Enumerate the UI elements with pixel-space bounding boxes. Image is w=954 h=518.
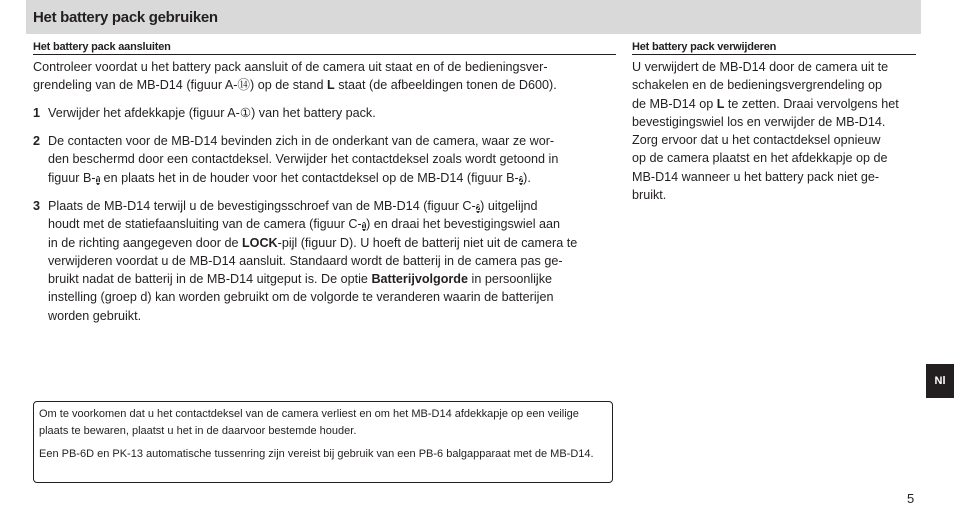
- remove-line: U verwijdert de MB-D14 door de camera uit te: [632, 60, 889, 74]
- lock-position-l: L: [716, 96, 725, 111]
- remove-line: [632, 95, 916, 113]
- step-text: figuur B-: [48, 170, 96, 185]
- step-number: 2: [33, 134, 41, 148]
- step-number: 3: [33, 199, 41, 213]
- intro-text-b: ) op de stand: [250, 78, 328, 93]
- page-title: Het battery pack gebruiken: [33, 9, 218, 26]
- remove-line: bevestigingswiel los en verwijder de MB-D14.: [632, 114, 886, 129]
- menu-option-name: Batterijvolgorde: [371, 272, 469, 287]
- step-text: ) uitgelijnd: [480, 199, 538, 213]
- step-text: ) en draai het bevestigingswiel aan: [366, 217, 561, 232]
- figure-ref: ⑭: [237, 78, 251, 93]
- step-text: Plaats de MB-D14 terwijl u de bevestigingsschroef van de MB-D14 (figuur C-: [48, 199, 476, 213]
- section-heading-remove: Het battery pack verwijderen: [632, 41, 916, 55]
- step-line: verwijderen voordat u de MB-D14 aansluit. Standaard wordt de batterij in de camera pas ge-: [48, 253, 563, 268]
- remove-line: schakelen en de bedieningsvergrendeling op: [632, 78, 882, 93]
- remove-line: op de camera plaatst en het afdekkapje op de: [632, 151, 888, 166]
- note-paragraph-2: Een PB-6D en PK-13 automatische tussenring zijn vereist bij gebruik van een PB-6 balgapparaat met de MB-D14.: [39, 447, 594, 460]
- section-heading-attach: Het battery pack aansluiten: [33, 41, 616, 55]
- step-number: 1: [33, 106, 41, 120]
- step-text: in persoonlijke: [468, 272, 553, 287]
- step-text: [48, 132, 616, 187]
- lock-position-l: L: [327, 78, 335, 93]
- lock-label: LOCK: [241, 235, 278, 250]
- step-1: [33, 104, 616, 122]
- step-line: instelling (groep d) kan worden gebruikt om de volgorde te veranderen waarin de batterijen: [48, 290, 554, 305]
- step-text: bruikt nadat de batterij in de MB-D14 uitgeput is. De optie: [48, 272, 372, 287]
- step-line: den beschermd door een contactdeksel. Verwijder het contactdeksel zoals wordt getoond in: [48, 152, 559, 167]
- step-text: [48, 197, 616, 325]
- step-text: houdt met de statiefaansluiting van de camera (figuur C-: [48, 217, 362, 232]
- step-line: worden gebruikt.: [48, 308, 142, 323]
- remove-line: Zorg ervoor dat u het contactdeksel opnieuw: [632, 133, 881, 148]
- step-line: [48, 169, 616, 187]
- remove-text: de MB-D14 op: [632, 96, 717, 111]
- callout-2-icon: 2: [518, 175, 524, 185]
- step-3: [33, 197, 616, 327]
- remove-text: te zetten. Draai vervolgens het: [724, 96, 899, 111]
- step-text: en plaats het in de houder voor het contactdeksel op de MB-D14 (figuur B-: [100, 170, 519, 185]
- step-text: [48, 104, 616, 122]
- step-line: De contacten voor de MB-D14 bevinden zich in de onderkant van de camera, waar ze wor-: [48, 134, 555, 148]
- remove-paragraph: [632, 58, 916, 204]
- intro-text-c: staat (de afbeeldingen tonen de D600).: [334, 78, 557, 93]
- intro-line-2: [33, 76, 616, 94]
- intro-line-1: Controleer voordat u het battery pack aansluit of de camera uit staat en of de bedieningsver-: [33, 60, 548, 74]
- note-paragraph-1: Om te voorkomen dat u het contactdeksel van de camera verliest en om het MB-D14 afdekkapje op een veilige plaats te bewaren, plaatst u het in de daarvoor bestemde houder.: [39, 408, 579, 437]
- step-2: [33, 132, 616, 188]
- figure-ref: ①: [239, 106, 252, 120]
- remove-line: MB-D14 wanneer u het battery pack niet ge-: [632, 169, 880, 184]
- step-text: ).: [523, 170, 531, 185]
- step-text-b: ) van het battery pack.: [251, 106, 376, 120]
- language-tab: Nl: [926, 364, 954, 398]
- step-line: [48, 197, 616, 215]
- note-box: [33, 401, 613, 483]
- step-text: -pijl (figuur D). U hoeft de batterij niet uit de camera te: [277, 235, 578, 250]
- callout-2-icon: 2: [475, 204, 481, 213]
- step-line: [48, 270, 616, 288]
- callout-1-icon: 1: [95, 175, 101, 185]
- step-line: [48, 215, 616, 233]
- step-line: [48, 234, 616, 252]
- intro-paragraph: [33, 58, 616, 95]
- callout-1-icon: 1: [361, 222, 367, 232]
- intro-text-a: grendeling van de MB-D14 (figuur A-: [33, 78, 238, 93]
- page-number: 5: [907, 491, 915, 506]
- step-text-a: Verwijder het afdekkapje (figuur A-: [48, 106, 240, 120]
- step-text: in de richting aangegeven door de: [48, 235, 242, 250]
- remove-line: bruikt.: [632, 188, 667, 203]
